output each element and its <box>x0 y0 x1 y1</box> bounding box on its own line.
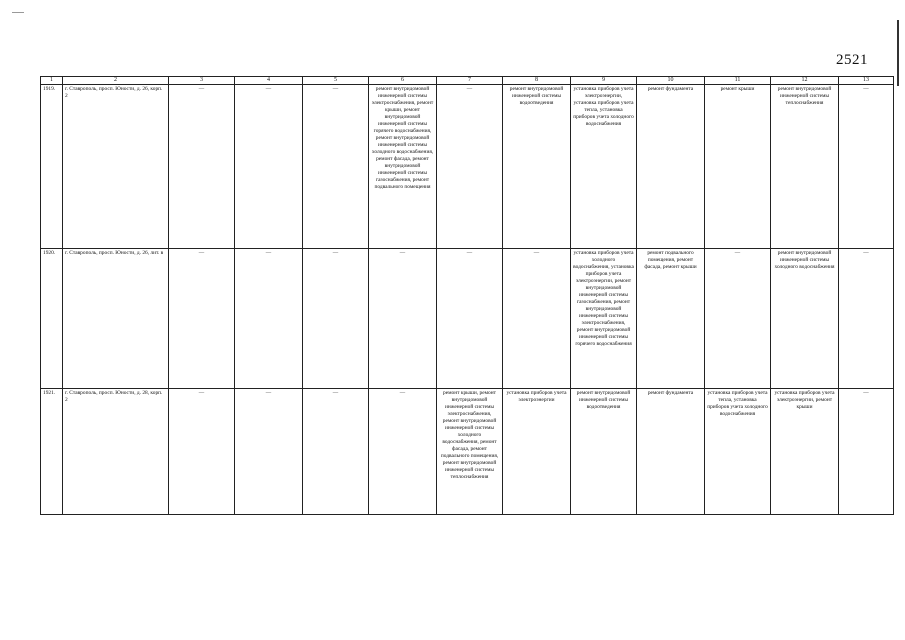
column-number-row <box>41 77 894 85</box>
work-cell: установка приборов учета электроэнергии, ремонт крыши <box>771 389 839 515</box>
scan-edge-line <box>897 20 899 86</box>
work-cell: — <box>839 85 894 249</box>
work-cell: — <box>169 389 235 515</box>
work-cell: — <box>437 249 503 389</box>
work-cell: установка приборов учета тепла, установка приборов учета холодного водоснабжения <box>705 389 771 515</box>
column-header: 8 <box>503 77 571 85</box>
work-cell: — <box>235 249 303 389</box>
work-cell: — <box>503 249 571 389</box>
work-cell: ремонт внутридомовой инженерной системы холодного водоснабжения <box>771 249 839 389</box>
work-cell: — <box>303 85 369 249</box>
work-cell: ремонт внутридомовой инженерной системы водоотведения <box>571 389 637 515</box>
column-header: 7 <box>437 77 503 85</box>
work-cell: ремонт фундамента <box>637 389 705 515</box>
work-cell: ремонт внутридомовой инженерной системы теплоснабжения <box>771 85 839 249</box>
column-header: 2 <box>63 77 169 85</box>
work-cell: ремонт подвального помещения, ремонт фасада, ремонт крыши <box>637 249 705 389</box>
column-header: 12 <box>771 77 839 85</box>
work-cell: — <box>235 389 303 515</box>
work-cell: — <box>839 249 894 389</box>
work-cell: установка приборов учета электроэнергии, установка приборов учета тепла, установка приборов учета холодного водоснабжения <box>571 85 637 249</box>
column-header: 6 <box>369 77 437 85</box>
work-cell: установка приборов учета электроэнергии <box>503 389 571 515</box>
column-header: 11 <box>705 77 771 85</box>
work-cell: ремонт внутридомовой инженерной системы электроснабжения, ремонт крыши, ремонт внутридомовой инженерной системы горячего водоснабжения, ремонт внутридомовой инженерной системы холодного водоснабжения, ремонт фасада, ремонт внутридомовой инженерной системы газоснабжения, ремонт подвального помещения <box>369 85 437 249</box>
building-address: г. Ставрополь, просп. Юности, д. 26, лит. в <box>63 249 169 389</box>
column-header: 5 <box>303 77 369 85</box>
work-cell: ремонт крыши <box>705 85 771 249</box>
row-number: 1921. <box>41 389 63 515</box>
table-row <box>41 85 894 249</box>
work-cell: ремонт внутридомовой инженерной системы водоотведения <box>503 85 571 249</box>
building-address: г. Ставрополь, просп. Юности, д. 26, корп. 2 <box>63 85 169 249</box>
work-cell: — <box>369 249 437 389</box>
work-cell: — <box>303 389 369 515</box>
column-header: 9 <box>571 77 637 85</box>
building-address: г. Ставрополь, просп. Юности, д. 28, корп. 2 <box>63 389 169 515</box>
row-number: 1919. <box>41 85 63 249</box>
work-cell: установка приборов учета холодного водоснабжения, установка приборов учета электроэнергии, ремонт внутридомовой инженерной системы газоснабжения, ремонт внутридомовой инженерной системы электроснабжения, ремонт внутридомовой инженерной системы горячего водоснабжения <box>571 249 637 389</box>
page-number: 2521 <box>836 52 868 68</box>
row-number: 1920. <box>41 249 63 389</box>
work-cell: ремонт крыши, ремонт внутридомовой инженерной системы электроснабжения, ремонт внутридомовой инженерной системы холодного водоснабжения, ремонт фасада, ремонт подвального помещения, ремонт внутридомовой инженерной системы теплоснабжения <box>437 389 503 515</box>
work-cell: — <box>235 85 303 249</box>
work-cell: — <box>169 85 235 249</box>
work-cell: — <box>369 389 437 515</box>
column-header: 10 <box>637 77 705 85</box>
work-cell: — <box>437 85 503 249</box>
scan-artifact <box>12 12 24 13</box>
work-cell: — <box>705 249 771 389</box>
column-header: 4 <box>235 77 303 85</box>
table-row <box>41 389 894 515</box>
work-cell: ремонт фундамента <box>637 85 705 249</box>
repair-schedule-table <box>40 76 894 515</box>
column-header: 13 <box>839 77 894 85</box>
work-cell: — <box>303 249 369 389</box>
column-header: 1 <box>41 77 63 85</box>
work-cell: — <box>839 389 894 515</box>
work-cell: — <box>169 249 235 389</box>
column-header: 3 <box>169 77 235 85</box>
table-row <box>41 249 894 389</box>
